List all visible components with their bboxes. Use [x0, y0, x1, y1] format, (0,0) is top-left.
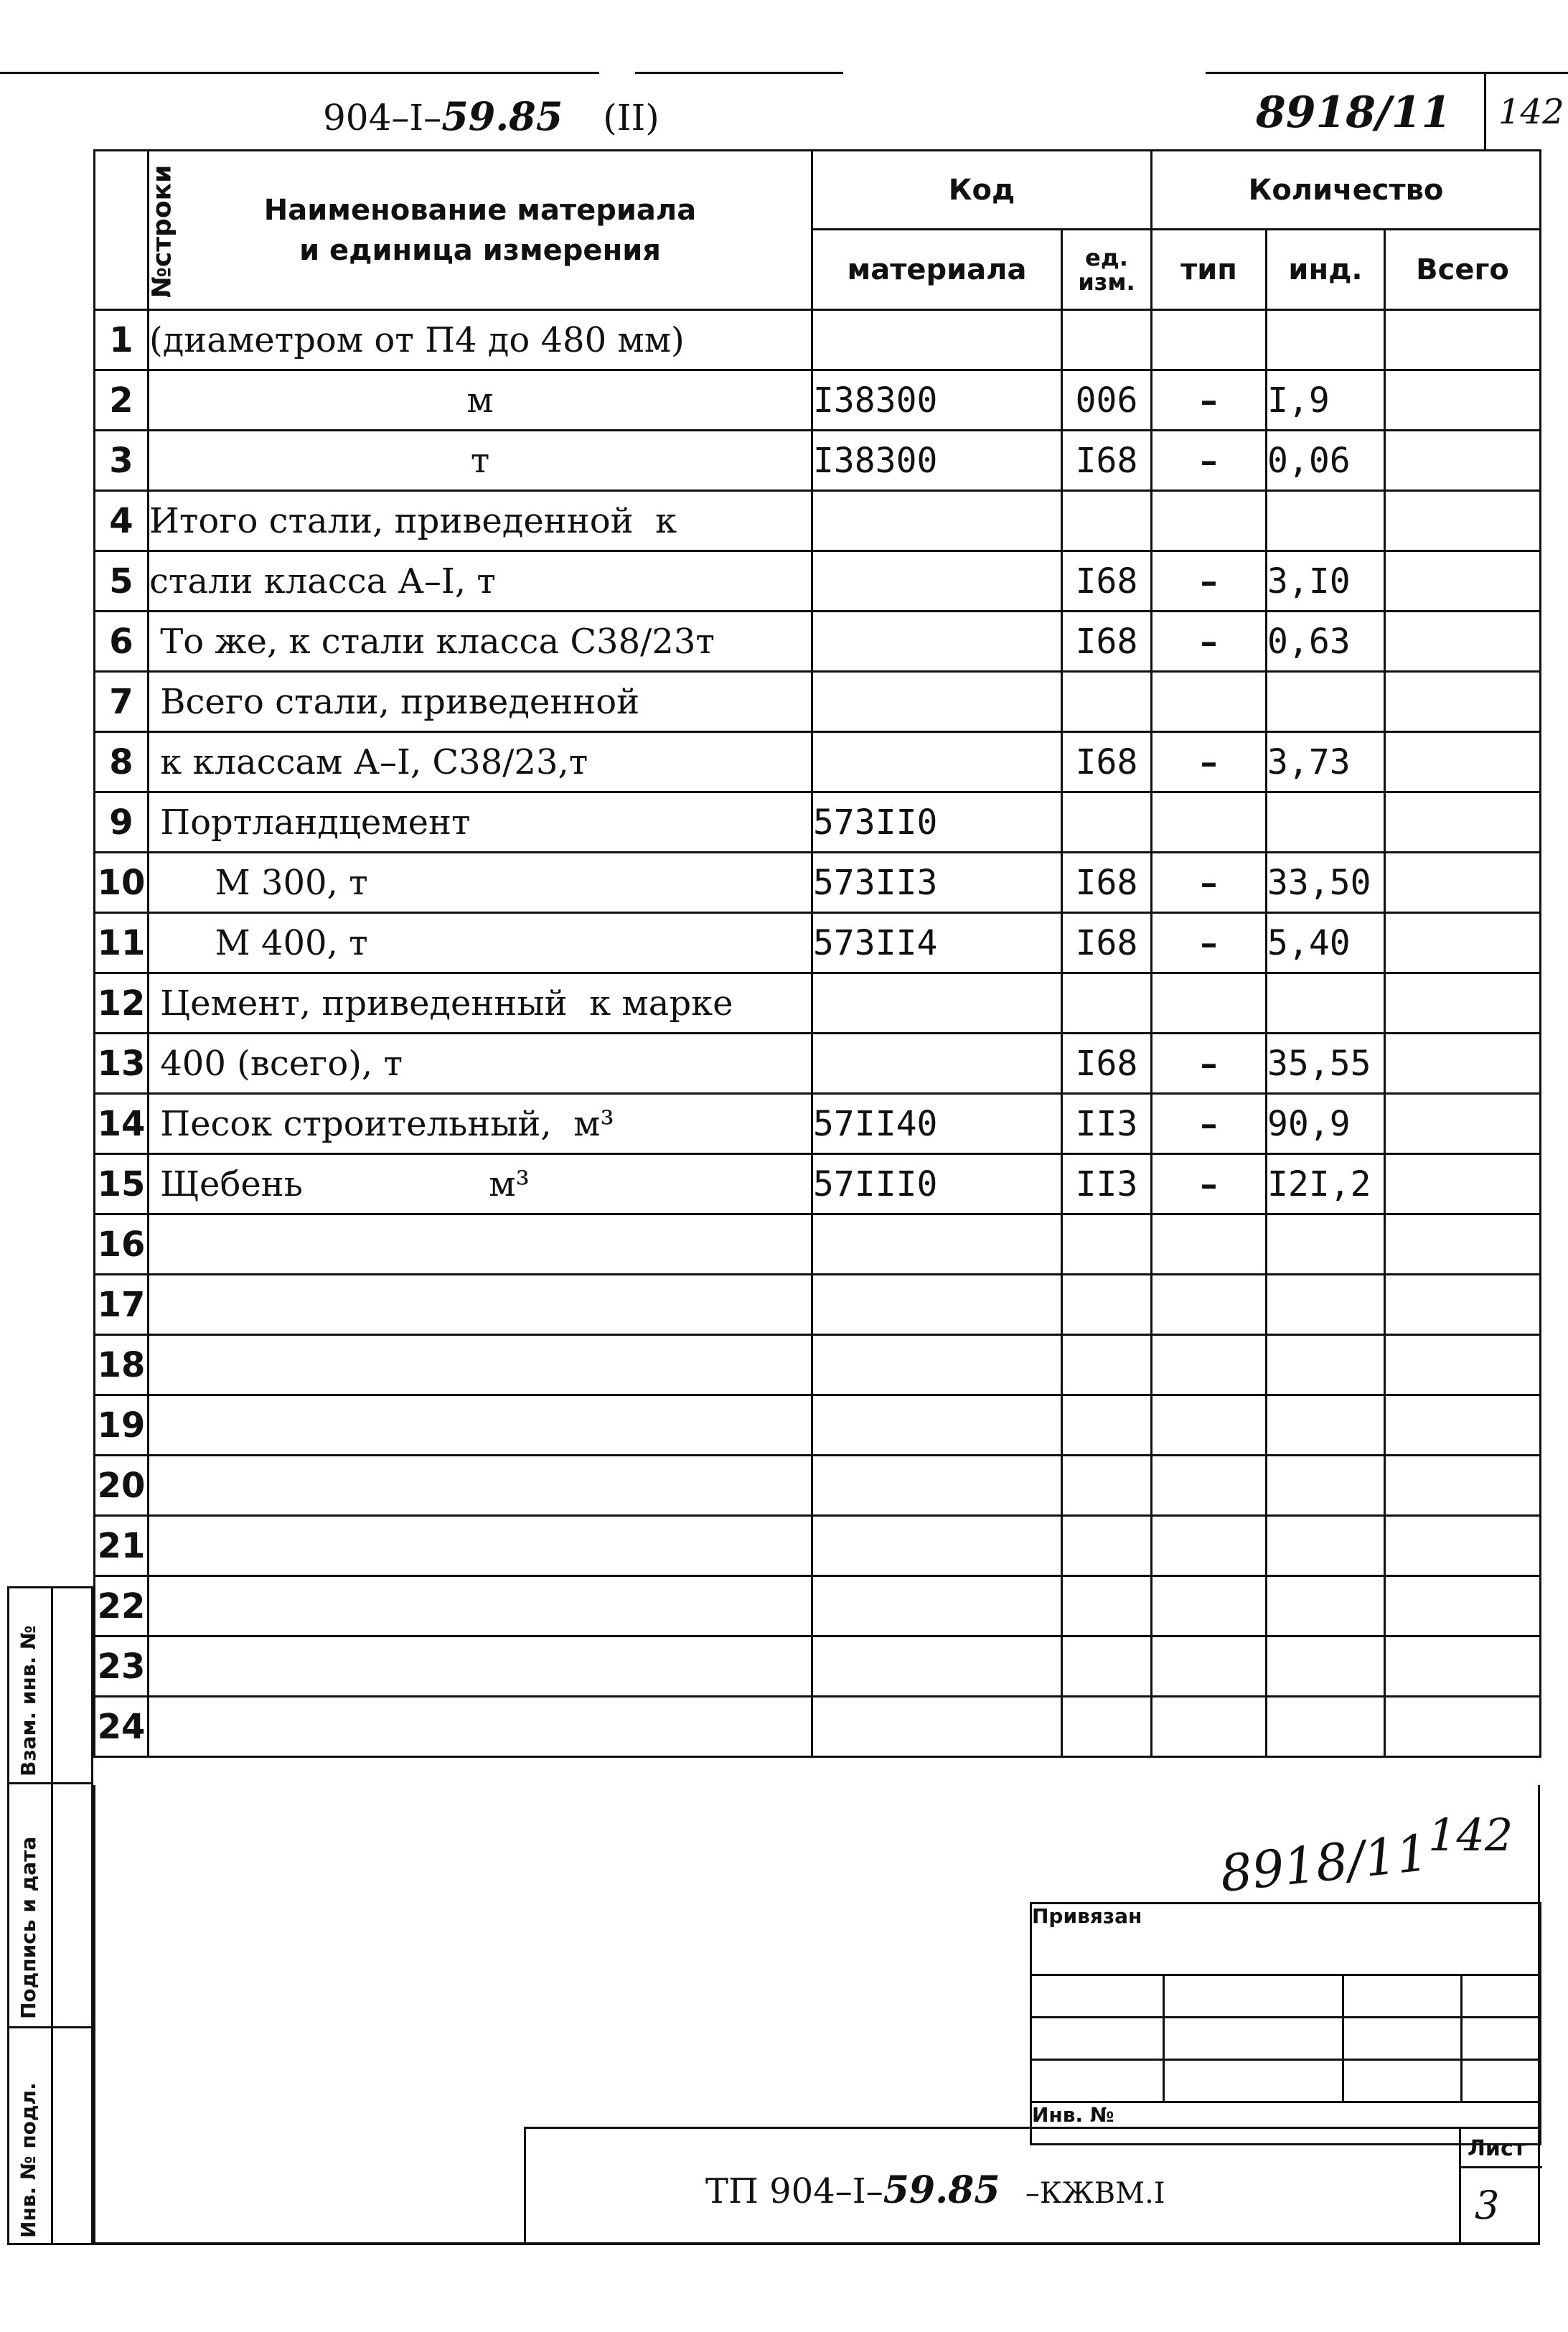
top-rule-left: [0, 72, 599, 74]
document-code: 904–I–59.85 (II): [323, 93, 659, 139]
qty-ind: 0,06: [1267, 431, 1385, 491]
material-code: 57III0: [812, 1154, 1062, 1214]
code-material-header: материала: [812, 230, 1062, 310]
material-name: к классам А–I, С38/23,т: [149, 732, 812, 792]
table-row: [95, 310, 1541, 370]
material-code: 573II3: [812, 853, 1062, 913]
material-name: М 400, т: [149, 913, 812, 973]
row-number: 12: [95, 973, 149, 1034]
material-name: [149, 1636, 812, 1697]
row-number: 1: [95, 310, 149, 370]
unit-code: I68: [1062, 1034, 1152, 1094]
material-name-header: Наименование материала и единица измерения: [149, 151, 812, 310]
qty-ind: [1267, 1697, 1385, 1757]
qty-ind: [1267, 973, 1385, 1034]
qty-total-header: Всего: [1385, 230, 1541, 310]
table-row: [95, 1214, 1541, 1275]
material-code: [812, 310, 1062, 370]
material-code: 573II0: [812, 792, 1062, 853]
stamp-archive-number: 8918/11: [1217, 1823, 1432, 1903]
material-name: стали класса А–I, т: [149, 551, 812, 612]
qty-type: [1152, 973, 1267, 1034]
qty-total: [1385, 310, 1541, 370]
table-row: [95, 431, 1541, 491]
row-number: 8: [95, 732, 149, 792]
qty-ind: 3,I0: [1267, 551, 1385, 612]
unit-code: [1062, 1576, 1152, 1636]
material-name: [149, 1214, 812, 1275]
row-number: 9: [95, 792, 149, 853]
qty-ind: [1267, 1636, 1385, 1697]
material-code: [812, 612, 1062, 672]
unit-code: [1062, 1395, 1152, 1456]
row-number: 5: [95, 551, 149, 612]
sign-date-label: Подпись и дата: [17, 1836, 40, 2019]
unit-code: II3: [1062, 1154, 1152, 1214]
sheet-label: Лист: [1468, 2136, 1526, 2161]
table-row: [95, 1576, 1541, 1636]
row-number: 24: [95, 1697, 149, 1757]
qty-ind: 35,55: [1267, 1034, 1385, 1094]
qty-type: [1152, 1576, 1267, 1636]
unit-code: [1062, 1636, 1152, 1697]
row-number-header: №строки: [95, 151, 149, 310]
document-title: ТП 904–I–59.85 –КЖВМ.I: [705, 2168, 1165, 2212]
qty-type: –: [1152, 431, 1267, 491]
material-code: I38300: [812, 431, 1062, 491]
top-rule-right: [1206, 72, 1568, 74]
code-unit-header: ед. изм.: [1062, 230, 1152, 310]
qty-type: [1152, 1214, 1267, 1275]
qty-ind: I2I,2: [1267, 1154, 1385, 1214]
qty-total: [1385, 732, 1541, 792]
material-code: [812, 1516, 1062, 1576]
qty-ind: 3,73: [1267, 732, 1385, 792]
material-code: [812, 1636, 1062, 1697]
unit-code: I68: [1062, 612, 1152, 672]
qty-total: [1385, 1335, 1541, 1395]
qty-total: [1385, 612, 1541, 672]
qty-total: [1385, 431, 1541, 491]
material-name: Цемент, приведенный к марке: [149, 973, 812, 1034]
table-row: [95, 672, 1541, 732]
row-number: 6: [95, 612, 149, 672]
material-name: т: [149, 431, 812, 491]
unit-code: [1062, 672, 1152, 732]
unit-code: [1062, 491, 1152, 551]
material-code: [812, 1034, 1062, 1094]
row-number: 17: [95, 1275, 149, 1335]
frame-left: [93, 1785, 95, 2244]
unit-code: I68: [1062, 913, 1152, 973]
sheet-corner-number: 142: [1498, 92, 1564, 132]
qty-type: [1152, 310, 1267, 370]
material-code: [812, 672, 1062, 732]
table-row: [95, 792, 1541, 853]
qty-type: [1152, 1697, 1267, 1757]
qty-ind: [1267, 1516, 1385, 1576]
qty-type: –: [1152, 853, 1267, 913]
row-number: 22: [95, 1576, 149, 1636]
qty-total: [1385, 551, 1541, 612]
material-name: Щебень м³: [149, 1154, 812, 1214]
qty-ind: 5,40: [1267, 913, 1385, 973]
unit-code: II3: [1062, 1094, 1152, 1154]
qty-type: –: [1152, 551, 1267, 612]
qty-ind: [1267, 1275, 1385, 1335]
table-row: [95, 1697, 1541, 1757]
unit-code: I68: [1062, 732, 1152, 792]
qty-type: –: [1152, 370, 1267, 431]
unit-code: [1062, 1516, 1152, 1576]
qty-type: [1152, 792, 1267, 853]
material-code: [812, 491, 1062, 551]
material-code: 57II40: [812, 1094, 1062, 1154]
privyazan-label: Привязан: [1031, 1903, 1541, 1975]
qty-ind: I,9: [1267, 370, 1385, 431]
material-name: [149, 1697, 812, 1757]
quantity-header: Количество: [1152, 151, 1541, 230]
unit-code: [1062, 310, 1152, 370]
qty-ind: [1267, 1214, 1385, 1275]
qty-ind: [1267, 1395, 1385, 1456]
qty-ind: [1267, 792, 1385, 853]
table-row: [95, 1636, 1541, 1697]
material-code: [812, 1214, 1062, 1275]
archive-number: 8918/11: [1256, 88, 1452, 138]
qty-total: [1385, 1275, 1541, 1335]
side-stamp-divider: [9, 1782, 91, 1784]
material-code: [812, 551, 1062, 612]
qty-total: [1385, 1576, 1541, 1636]
title-block-sheet-divider: [1459, 2166, 1542, 2168]
table-row: [95, 973, 1541, 1034]
qty-ind: 33,50: [1267, 853, 1385, 913]
material-code: [812, 1576, 1062, 1636]
qty-total: [1385, 491, 1541, 551]
material-code: [812, 973, 1062, 1034]
title-block: [524, 2127, 1540, 2245]
row-number: 21: [95, 1516, 149, 1576]
qty-total: [1385, 1154, 1541, 1214]
qty-type: [1152, 1516, 1267, 1576]
qty-ind: [1267, 1576, 1385, 1636]
side-stamp-divider: [9, 2026, 91, 2028]
material-code: [812, 1395, 1062, 1456]
material-code: [812, 732, 1062, 792]
row-number: 4: [95, 491, 149, 551]
title-block-divider: [1459, 2129, 1461, 2243]
qty-type: [1152, 1395, 1267, 1456]
table-row: [95, 612, 1541, 672]
unit-code: I68: [1062, 431, 1152, 491]
qty-type: [1152, 491, 1267, 551]
qty-type: [1152, 1456, 1267, 1516]
side-stamp: [7, 1586, 93, 2245]
qty-ind-header: инд.: [1267, 230, 1385, 310]
qty-total: [1385, 1395, 1541, 1456]
qty-total: [1385, 913, 1541, 973]
material-name: (диаметром от П4 до 480 мм): [149, 310, 812, 370]
code-header: Код: [812, 151, 1152, 230]
unit-code: I68: [1062, 551, 1152, 612]
unit-code: [1062, 1697, 1152, 1757]
binding-stamp: [1030, 1902, 1541, 2145]
row-number: 19: [95, 1395, 149, 1456]
material-name: Песок строительный, м³: [149, 1094, 812, 1154]
materials-table: [93, 149, 1541, 1758]
row-number: 2: [95, 370, 149, 431]
material-name: [149, 1395, 812, 1456]
unit-code: 006: [1062, 370, 1152, 431]
row-number: 16: [95, 1214, 149, 1275]
row-number: 11: [95, 913, 149, 973]
qty-total: [1385, 973, 1541, 1034]
row-number: 23: [95, 1636, 149, 1697]
row-number: 7: [95, 672, 149, 732]
unit-code: I68: [1062, 853, 1152, 913]
table-row: [95, 370, 1541, 431]
material-name: м: [149, 370, 812, 431]
inv-no-label: Инв. №: [1031, 2102, 1541, 2145]
table-row: [95, 913, 1541, 973]
table-row: [95, 1395, 1541, 1456]
qty-type: [1152, 1275, 1267, 1335]
header-corner-divider: [1484, 72, 1486, 149]
row-number: 20: [95, 1456, 149, 1516]
unit-code: [1062, 1456, 1152, 1516]
qty-ind: [1267, 1335, 1385, 1395]
qty-type-header: тип: [1152, 230, 1267, 310]
qty-type: [1152, 672, 1267, 732]
stamp-sheet-number: 142: [1428, 1809, 1513, 1861]
qty-total: [1385, 370, 1541, 431]
qty-ind: [1267, 310, 1385, 370]
material-name: То же, к стали класса С38/23т: [149, 612, 812, 672]
table-row: [95, 1154, 1541, 1214]
qty-type: –: [1152, 1034, 1267, 1094]
table-row: [95, 551, 1541, 612]
top-rule-middle: [635, 72, 843, 74]
qty-total: [1385, 1034, 1541, 1094]
qty-type: –: [1152, 1154, 1267, 1214]
material-code: [812, 1275, 1062, 1335]
unit-code: [1062, 792, 1152, 853]
material-name: Всего стали, приведенной: [149, 672, 812, 732]
material-name: Портландцемент: [149, 792, 812, 853]
qty-total: [1385, 1214, 1541, 1275]
qty-total: [1385, 1697, 1541, 1757]
table-row: [95, 1335, 1541, 1395]
table-row: [95, 1516, 1541, 1576]
material-code: 573II4: [812, 913, 1062, 973]
row-number: 18: [95, 1335, 149, 1395]
side-stamp-vertical-line: [51, 1588, 53, 2243]
row-number: 13: [95, 1034, 149, 1094]
qty-type: –: [1152, 732, 1267, 792]
row-number: 15: [95, 1154, 149, 1214]
table-row: [95, 1275, 1541, 1335]
qty-total: [1385, 672, 1541, 732]
table-row: [95, 732, 1541, 792]
material-name: [149, 1516, 812, 1576]
row-number: 14: [95, 1094, 149, 1154]
unit-code: [1062, 1335, 1152, 1395]
qty-ind: 0,63: [1267, 612, 1385, 672]
qty-total: [1385, 1516, 1541, 1576]
material-name: 400 (всего), т: [149, 1034, 812, 1094]
sheet-number: 3: [1475, 2183, 1500, 2228]
material-code: [812, 1456, 1062, 1516]
material-name: Итого стали, приведенной к: [149, 491, 812, 551]
material-name: [149, 1335, 812, 1395]
qty-total: [1385, 1456, 1541, 1516]
qty-type: –: [1152, 913, 1267, 973]
qty-ind: [1267, 1456, 1385, 1516]
qty-ind: [1267, 491, 1385, 551]
vzam-inv-label: Взам. инв. №: [17, 1625, 40, 1776]
qty-total: [1385, 853, 1541, 913]
material-code: I38300: [812, 370, 1062, 431]
material-code: [812, 1335, 1062, 1395]
material-code: [812, 1697, 1062, 1757]
table-row: [95, 491, 1541, 551]
unit-code: [1062, 973, 1152, 1034]
qty-type: [1152, 1636, 1267, 1697]
qty-total: [1385, 1636, 1541, 1697]
material-name: [149, 1576, 812, 1636]
material-name: [149, 1456, 812, 1516]
row-number: 3: [95, 431, 149, 491]
material-name: [149, 1275, 812, 1335]
table-row: [95, 853, 1541, 913]
table-row: [95, 1094, 1541, 1154]
unit-code: [1062, 1214, 1152, 1275]
qty-type: [1152, 1335, 1267, 1395]
qty-total: [1385, 792, 1541, 853]
qty-type: –: [1152, 1094, 1267, 1154]
qty-total: [1385, 1094, 1541, 1154]
qty-type: –: [1152, 612, 1267, 672]
unit-code: [1062, 1275, 1152, 1335]
row-number: 10: [95, 853, 149, 913]
material-name: М 300, т: [149, 853, 812, 913]
qty-ind: [1267, 672, 1385, 732]
table-row: [95, 1456, 1541, 1516]
qty-ind: 90,9: [1267, 1094, 1385, 1154]
table-row: [95, 1034, 1541, 1094]
inv-orig-label: Инв. № подл.: [17, 2082, 40, 2238]
